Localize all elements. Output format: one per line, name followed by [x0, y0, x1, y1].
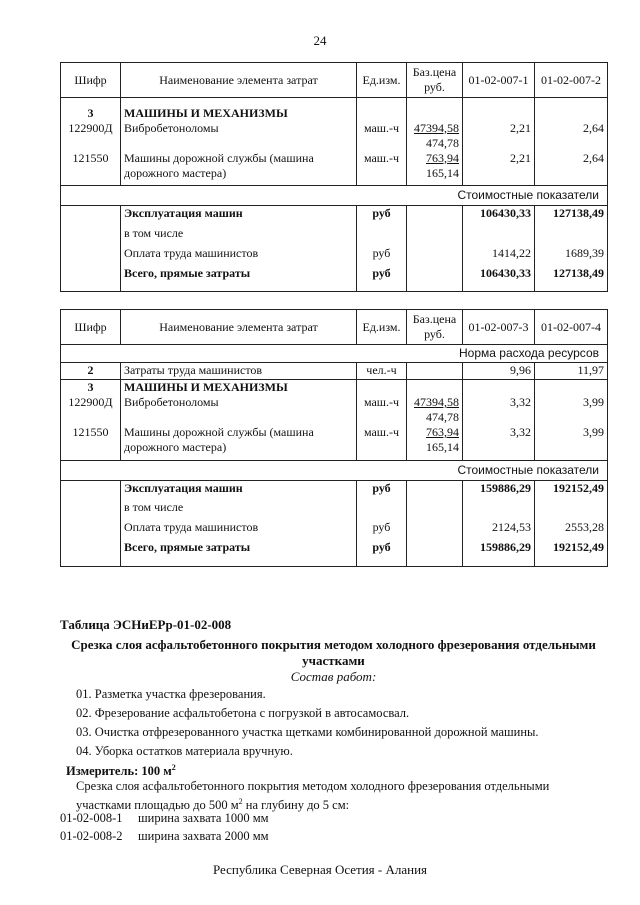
norm-label-row: [61, 345, 608, 363]
meter-label: Измеритель: 100 $м^2$: [66, 763, 176, 779]
table-row: [61, 98, 608, 106]
header-unit: Ед.изм.: [357, 63, 407, 98]
works-list: [76, 686, 539, 762]
summary-row: Всего, прямые затраты руб 159886,29 192152,49: [61, 540, 608, 566]
header-unit: Ед.изм.: [357, 310, 407, 345]
page-number: 24: [313, 33, 327, 48]
item-list: [60, 810, 269, 846]
norm-label: Норма расхода ресурсов: [61, 345, 608, 363]
list-item: 03. Очистка отфрезерованного участка щетками комбинированной дорожной машины.: [76, 725, 539, 739]
list-item: 02. Фрезерование асфальтобетона с погрузкой в автосамосвал.: [76, 706, 410, 720]
summary-row: в том числе: [61, 226, 608, 246]
section-code: 3: [61, 380, 121, 396]
list-item: 04. Уборка остатков материала вручную.: [76, 744, 293, 758]
section-heading: Срезка слоя асфальтобетонного покрытия методом холодного фрезерования отдельными участками: [71, 637, 596, 668]
table-title: Таблица ЭСНиЕРр-01-02-008: [60, 617, 232, 632]
header-col-a: 01-02-007-1: [463, 63, 535, 98]
section-title: МАШИНЫ И МЕХАНИЗМЫ: [121, 380, 357, 396]
header-name: Наименование элемента затрат: [121, 63, 357, 98]
page-footer: Республика Северная Осетия - Алания: [212, 862, 428, 877]
header-col-a: 01-02-007-3: [463, 310, 535, 345]
summary-row: Оплата труда машинистов руб 1414,22 1689,39: [61, 246, 608, 266]
cost-label-row: [61, 186, 608, 206]
resource-table-2: [60, 309, 608, 567]
table-row: 122900Д Вибробетоноломы маш.-ч 47394,58 474,78 2,21 2,64: [61, 121, 608, 151]
summary-row: Всего, прямые затраты руб 106430,33 127138,49: [61, 266, 608, 292]
description: Срезка слоя асфальтобетонного покрытия методом холодного фрезерования отдельными участками площадью до 500 $м^2$ на глубину до 5 см:: [76, 779, 550, 813]
labor-row: 2 Затраты труда машинистов чел.-ч 9,96 11,97: [61, 363, 608, 380]
table-row: 121550 Машины дорожной службы (машина дорожного мастера) маш.-ч 763,94 165,14 2,21 2,64: [61, 151, 608, 181]
summary-row: Эксплуатация машин руб 106430,33 127138,49: [61, 206, 608, 226]
summary-row: Оплата труда машинистов руб 2124,53 2553,28: [61, 520, 608, 540]
table-row: 122900Д Вибробетоноломы маш.-ч 47394,58 474,78 3,32 3,99: [61, 395, 608, 425]
header-name: Наименование элемента затрат: [121, 310, 357, 345]
table-header-row: [61, 63, 608, 98]
section-title: МАШИНЫ И МЕХАНИЗМЫ: [121, 106, 357, 121]
section-row: [61, 106, 608, 121]
header-code: Шифр: [61, 63, 121, 98]
header-base-price: Баз.цена руб.: [407, 310, 463, 345]
summary-row: в том числе: [61, 500, 608, 520]
header-col-b: 01-02-007-4: [535, 310, 608, 345]
summary-row: Эксплуатация машин руб 159886,29 192152,49: [61, 480, 608, 500]
header-col-b: 01-02-007-2: [535, 63, 608, 98]
cost-label: Стоимостные показатели: [61, 460, 608, 480]
cost-label-row: [61, 460, 608, 480]
list-item: 01. Разметка участка фрезерования.: [76, 687, 266, 701]
cost-label: Стоимостные показатели: [61, 186, 608, 206]
table-row: 121550 Машины дорожной службы (машина дорожного мастера) маш.-ч 763,94 165,14 3,32 3,99: [61, 425, 608, 455]
section-code: 3: [61, 106, 121, 121]
list-item: 01-02-008-2 ширина захвата 2000 мм: [60, 829, 269, 843]
header-code: Шифр: [61, 310, 121, 345]
list-item: 01-02-008-1 ширина захвата 1000 мм: [60, 811, 269, 825]
resource-table-1: [60, 62, 608, 292]
header-base-price: Баз.цена руб.: [407, 63, 463, 98]
table-header-row: [61, 310, 608, 345]
section-row: [61, 380, 608, 396]
works-title: Состав работ:: [290, 669, 377, 684]
